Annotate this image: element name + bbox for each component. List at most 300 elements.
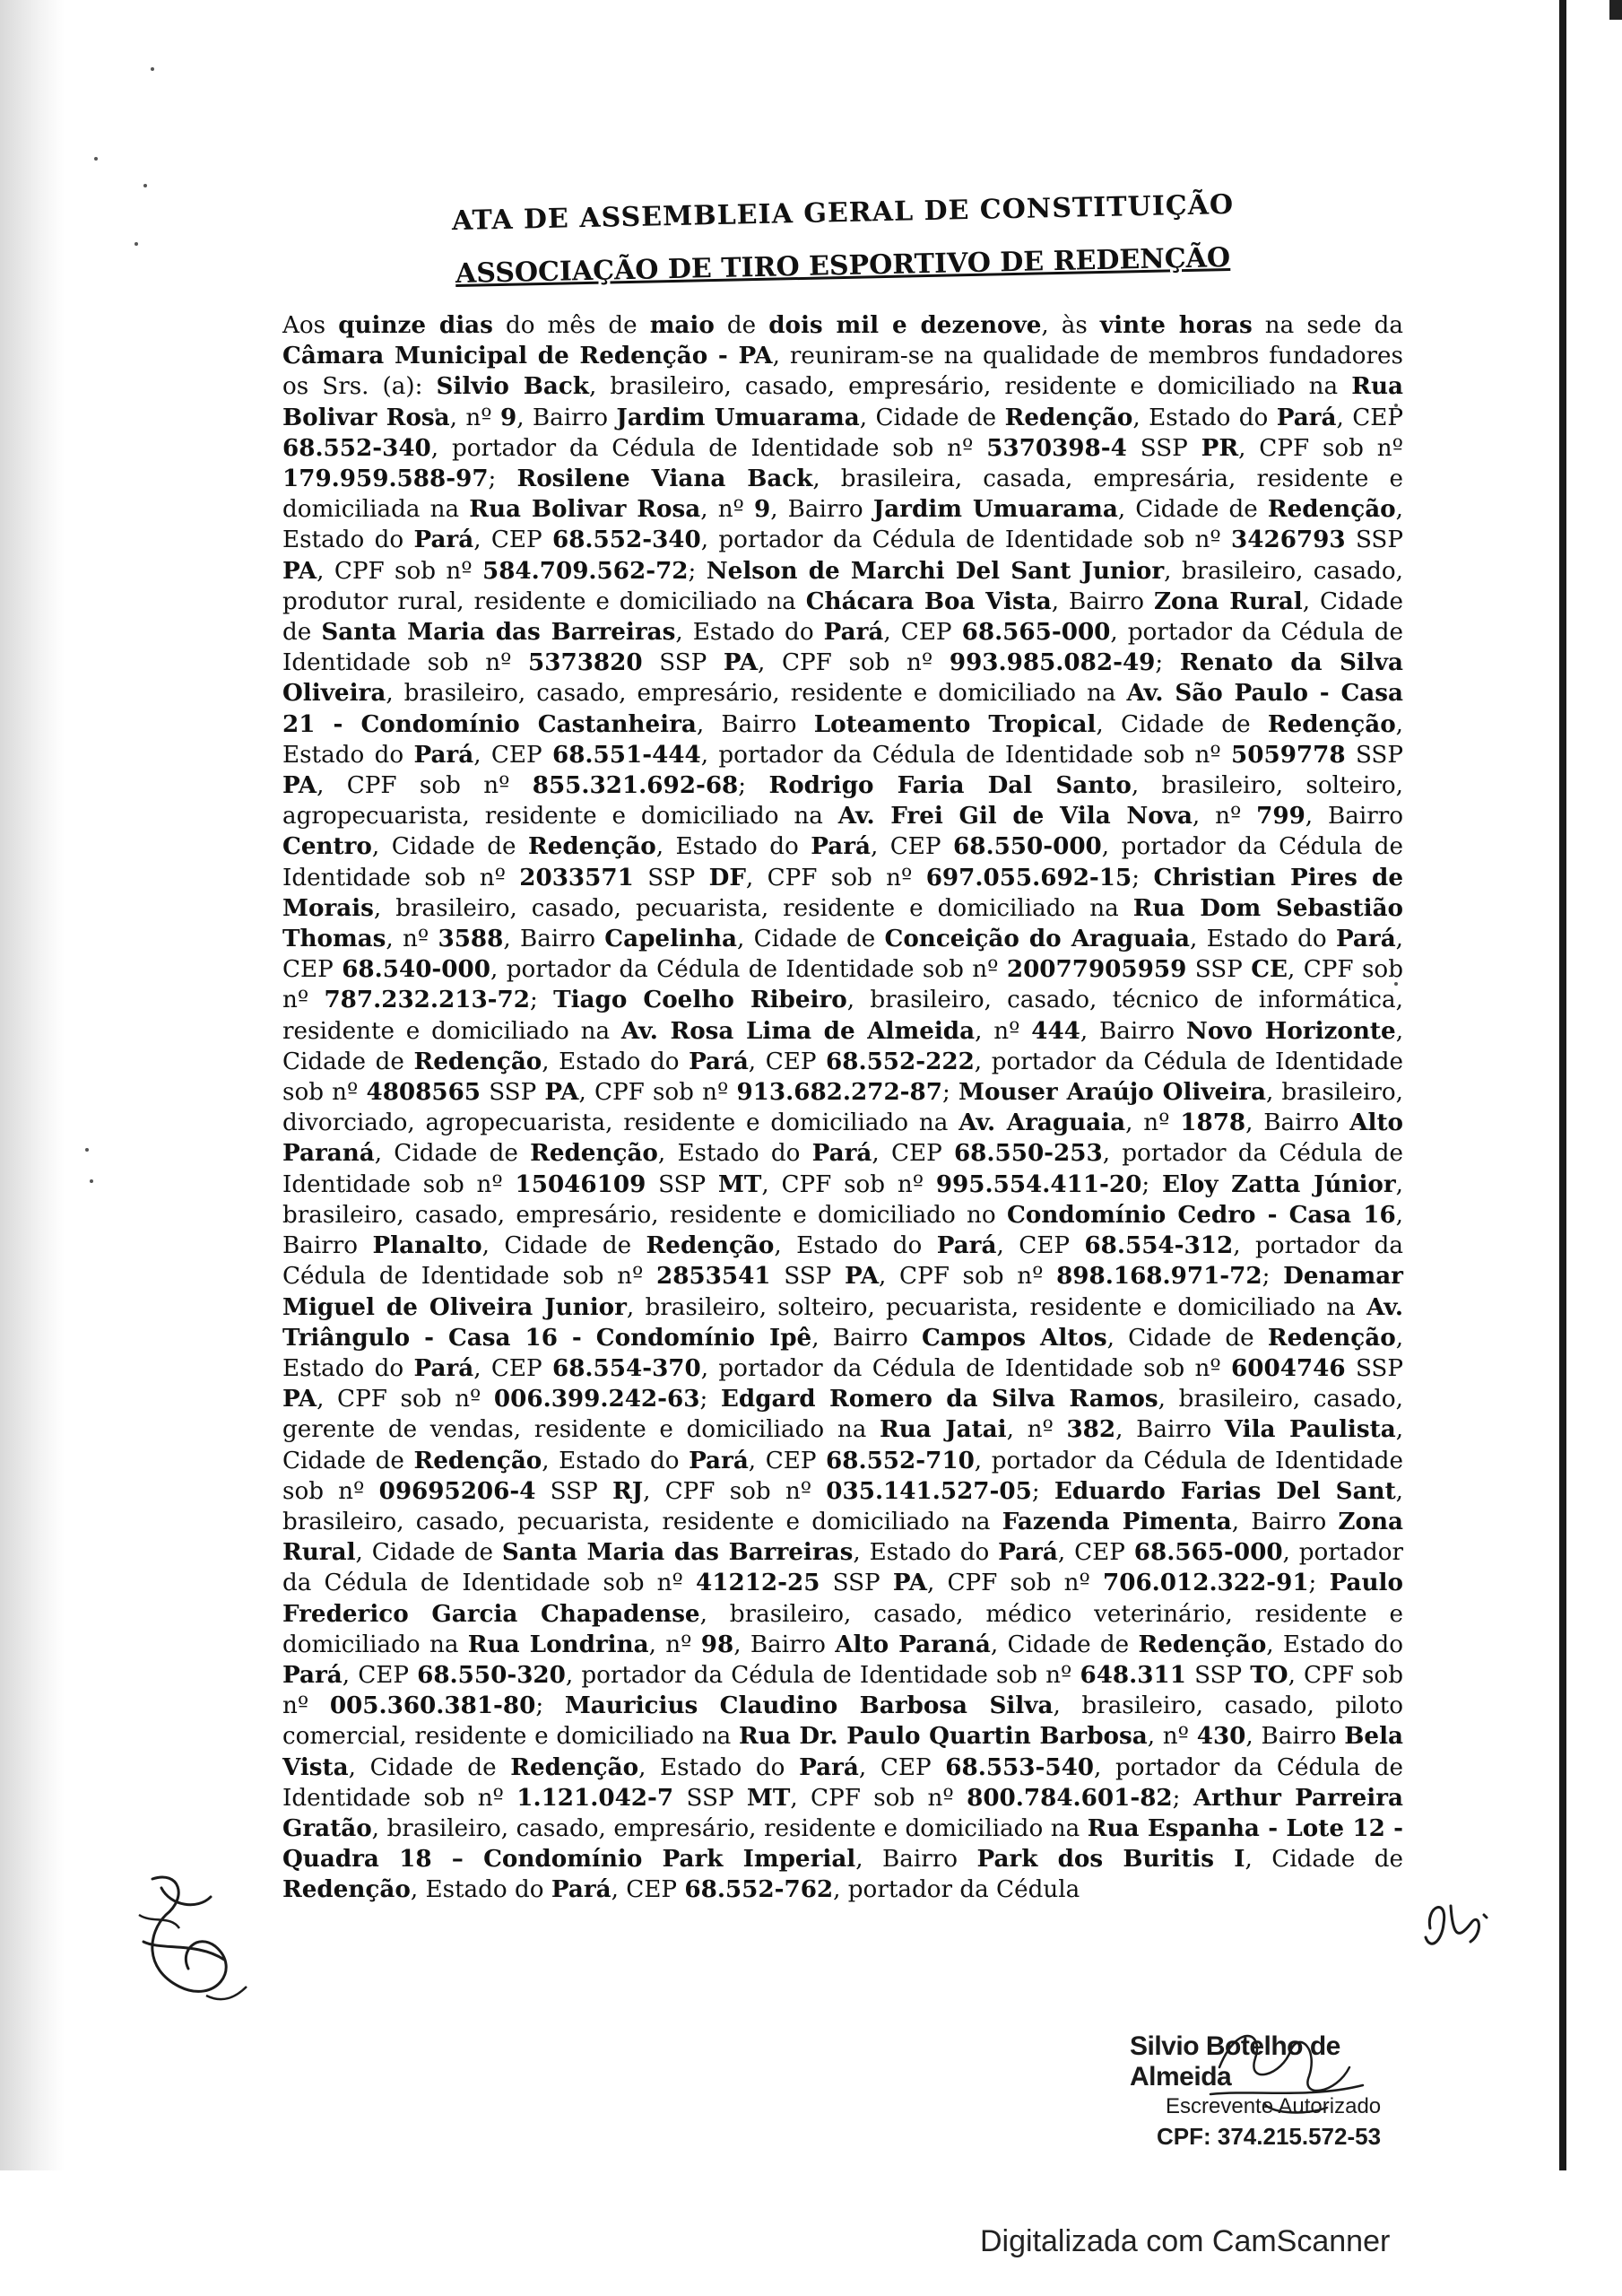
body-text-run: , nº [1006, 1416, 1067, 1444]
body-bold-run: 9 [499, 403, 517, 431]
body-text-run: , portador da Cédula de Identidade sob nº [700, 741, 1232, 769]
body-text-run: SSP [633, 864, 709, 891]
body-bold-run: 2033571 [519, 863, 634, 891]
body-text-run: , Cidade de [1106, 1324, 1268, 1352]
body-text-run: SSP [770, 1263, 845, 1291]
body-text-run: , às [1041, 312, 1100, 339]
body-bold-run: Pará [413, 1353, 474, 1382]
body-bold-run: Redenção [1267, 1323, 1396, 1352]
stamp-signature-scribble [1184, 2013, 1381, 2121]
body-text-run: , portador da Cédula de Identidade sob nº [282, 1539, 1403, 1597]
body-bold-run: Pará [811, 832, 871, 861]
document-subtitle: ASSOCIAÇÃO DE TIRO ESPORTIVO DE REDENÇÃO [455, 241, 1231, 291]
body-bold-run: Condomínio Cedro - Casa 16 [1007, 1200, 1396, 1229]
body-text-run: de [714, 312, 769, 339]
body-bold-run: Pará [998, 1538, 1058, 1567]
body-bold-run: 68.554-312 [1084, 1231, 1234, 1260]
body-text-run: , Bairro [696, 710, 814, 738]
body-bold-run: PR [1201, 433, 1239, 462]
body-text-run: , portador da Cédula de Identidade sob nº [700, 526, 1232, 554]
body-bold-run: Denamar Miguel de Oliveira Junior [282, 1262, 1403, 1321]
body-bold-run: Redenção [1267, 709, 1396, 738]
body-text-run: , brasileiro, casado, pecuarista, residente e domiciliado na [373, 894, 1133, 922]
body-bold-run: 006.399.242-63 [493, 1385, 700, 1413]
body-bold-run: 697.055.692-15 [925, 863, 1132, 891]
body-bold-run: Pará [823, 618, 884, 647]
body-text-run: , Estado do [282, 496, 1403, 554]
body-bold-run: Loteamento Tropical [813, 709, 1097, 738]
scan-corner-mark [1609, 0, 1622, 20]
body-bold-run: Rua Jatai [880, 1415, 1007, 1444]
body-text-run: SSP [535, 1477, 612, 1505]
body-bold-run: 706.012.322-91 [1103, 1569, 1309, 1597]
body-text-run: , CPF sob nº [578, 1079, 737, 1107]
body-bold-run: 68.550-320 [417, 1660, 566, 1689]
document-body [282, 310, 1403, 1906]
body-bold-run: Tiago Coelho Ribeiro [553, 986, 847, 1014]
body-text-run: , portador da Cédula de Identidade sob nº [490, 956, 1007, 984]
body-text-run: ; [1031, 1477, 1054, 1505]
body-text-run: , portador da Cédula de Identidade sob nº [282, 1232, 1403, 1291]
body-text-run: , Cidade de [1245, 1846, 1403, 1874]
body-bold-run: Zona Rural [282, 1507, 1403, 1567]
stamp-name: Silvio Botelho de Almeida [1130, 2031, 1340, 2092]
body-text-run: , Estado do [655, 833, 811, 861]
body-bold-run: Redenção [530, 1139, 658, 1168]
body-bold-run: 035.141.527-05 [826, 1476, 1032, 1505]
body-bold-run: Alto Paraná [282, 1109, 1404, 1168]
body-text-run: , Cidade de [990, 1631, 1139, 1658]
body-bold-run: 430 [1196, 1722, 1246, 1751]
body-bold-run: Eloy Zatta Júnior [1161, 1170, 1396, 1198]
handwritten-initials-right [1417, 1888, 1497, 1960]
body-text-run: , brasileiro, casado, médico veterinário, residente e domiciliado na [282, 1600, 1403, 1658]
body-bold-run: Pará [689, 1446, 749, 1474]
body-bold-run: Av. Triângulo - Casa 16 - Condomínio Ipê [282, 1292, 1403, 1352]
body-bold-run: 20077905959 [1006, 955, 1187, 984]
body-text-run: , Bairro [282, 1201, 1403, 1260]
body-bold-run: Rua Londrina [467, 1630, 649, 1658]
body-bold-run: Zona Rural [1153, 587, 1303, 615]
body-text-run: SSP [1186, 956, 1252, 984]
body-bold-run: CE [1251, 955, 1288, 984]
body-bold-run: TO [1250, 1660, 1288, 1689]
body-text-run: , Cidade de [1096, 710, 1268, 738]
body-text-run: , Cidade de [355, 1539, 502, 1567]
body-bold-run: Eduardo Farias Del Sant [1054, 1476, 1396, 1505]
body-text-run: , Cidade de [371, 833, 528, 861]
body-text-run: , nº [1125, 1109, 1181, 1137]
document-page [282, 188, 1404, 1906]
body-bold-run: Santa Maria das Barreiras [501, 1538, 854, 1567]
body-text-run: , Bairro [811, 1324, 922, 1352]
body-text-run: , portador da Cédula de Identidade sob nº [430, 434, 987, 462]
body-text-run: , portador da Cédula de Identidade sob nº [282, 1447, 1403, 1505]
body-bold-run: 5373820 [528, 648, 643, 677]
body-text-run: , CEP [996, 1232, 1085, 1260]
body-text-run: , brasileira, casada, empresária, residente e domiciliada na [282, 465, 1403, 524]
body-text-run: , CPF sob nº [282, 1661, 1403, 1720]
body-text-run: , brasileiro, casado, empresário, residente e domiciliado no [282, 1170, 1403, 1229]
body-text-run: , CPF sob nº [282, 956, 1403, 1014]
body-text-run: , brasileiro, solteiro, agropecuarista, residente e domiciliado na [282, 772, 1403, 831]
body-bold-run: 9 [753, 495, 771, 524]
body-text-run: , CPF sob nº [317, 557, 482, 585]
body-bold-run: 3426793 [1231, 526, 1346, 554]
body-bold-run: RJ [612, 1476, 644, 1505]
body-text-run: , Bairro [1245, 1109, 1350, 1137]
body-bold-run: PA [282, 556, 317, 585]
body-text-run: , Estado do [853, 1539, 999, 1567]
body-text-run: Aos [282, 312, 339, 339]
body-bold-run: Redenção [1004, 403, 1133, 431]
body-text-run: ; [1141, 1170, 1162, 1198]
scan-border-right [1559, 0, 1622, 2170]
body-text-run: SSP [1345, 1354, 1403, 1382]
body-text-run: , Estado do [542, 1447, 690, 1474]
body-bold-run: 68.551-444 [551, 740, 701, 769]
body-bold-run: MT [717, 1170, 762, 1198]
body-bold-run: PA [282, 1385, 317, 1413]
body-text-run: , Cidade de [374, 1140, 531, 1168]
body-bold-run: 68.565-000 [961, 618, 1111, 647]
body-text-run: , nº [700, 496, 754, 524]
body-text-run: , brasileiro, casado, produtor rural, residente e domiciliado na [282, 557, 1403, 615]
body-bold-run: Park dos Buritis I [976, 1845, 1245, 1874]
scan-shadow-left [0, 0, 65, 2170]
body-text-run: , Cidade de [737, 926, 885, 953]
body-bold-run: Rua Bolivar Rosa [469, 495, 701, 524]
body-bold-run: 98 [700, 1630, 734, 1658]
body-text-run: , Cidade de [282, 1416, 1404, 1474]
body-bold-run: Bela Vista [282, 1722, 1403, 1781]
body-text-run: , portador da Cédula de Identidade sob nº [282, 1753, 1403, 1812]
body-bold-run: 787.232.213-72 [324, 986, 530, 1014]
body-text-run: , Cidade de [348, 1753, 511, 1781]
body-bold-run: Fazenda Pimenta [1002, 1507, 1232, 1535]
body-bold-run: quinze dias [338, 311, 493, 339]
body-bold-run: Campos Altos [922, 1323, 1107, 1352]
body-bold-run: Pará [282, 1660, 343, 1689]
body-bold-run: 855.321.692-68 [532, 771, 739, 800]
body-bold-run: 3588 [438, 925, 504, 953]
body-text-run: , CEP [611, 1876, 685, 1904]
body-text-run: , Bairro [733, 1631, 836, 1658]
body-bold-run: Rosilene Viana Back [516, 465, 813, 493]
body-bold-run: Rua Bolivar Rosa [282, 372, 1403, 431]
body-text-run: , Bairro [1305, 803, 1403, 831]
body-text-run: ; [535, 1692, 565, 1720]
body-bold-run: 913.682.272-87 [736, 1078, 942, 1107]
body-bold-run: maio [649, 311, 715, 339]
body-bold-run: Paulo Frederico Garcia Chapadense [282, 1569, 1403, 1628]
body-text-run: , Estado do [282, 1324, 1404, 1382]
body-bold-run: Arthur Parreira Gratão [282, 1783, 1403, 1842]
body-bold-run: Rua Espanha - Lote 12 - Quadra 18 – Condomínio Park Imperial [282, 1813, 1403, 1874]
body-bold-run: Rua Dr. Paulo Quartin Barbosa [739, 1722, 1148, 1751]
body-bold-run: PA [892, 1569, 927, 1597]
body-text-run: , Estado do [657, 1140, 812, 1168]
body-bold-run: Câmara Municipal de Redenção - PA [282, 342, 773, 370]
body-text-run: ; [1155, 649, 1180, 677]
body-text-run: , Bairro [855, 1846, 977, 1874]
body-bold-run: Mauricius Claudino Barbosa Silva [564, 1692, 1054, 1720]
body-text-run: , portador da Cédula de Identidade sob nº [282, 619, 1403, 677]
body-text-run: ; [941, 1079, 958, 1107]
body-bold-run: Pará [551, 1875, 612, 1904]
body-text-run: SSP [481, 1079, 545, 1107]
body-text-run: , Bairro [1245, 1723, 1345, 1751]
body-bold-run: Pará [413, 740, 474, 769]
body-bold-run: 2853541 [655, 1262, 771, 1291]
body-text-run: , brasileiro, casado, empresário, residente e domiciliado na [371, 1814, 1088, 1842]
body-bold-run: 4808565 [366, 1078, 481, 1107]
body-bold-run: 68.552-340 [551, 526, 701, 554]
body-text-run: , CPF sob nº [317, 1386, 494, 1413]
body-bold-run: 68.552-762 [684, 1875, 834, 1904]
body-text-run: , Estado do [542, 1048, 690, 1075]
body-bold-run: 005.360.381-80 [329, 1692, 536, 1720]
body-text-run: , portador da Cédula de Identidade sob nº [700, 1354, 1232, 1382]
stamp-cpf: CPF: 374.215.572-53 [1157, 2123, 1382, 2150]
body-bold-run: Rodrigo Faria Dal Santo [768, 771, 1132, 800]
body-bold-run: 995.554.411-20 [935, 1170, 1142, 1198]
body-bold-run: Pará [799, 1752, 859, 1781]
body-bold-run: Rua Dom Sebastião Thomas [282, 893, 1404, 953]
body-bold-run: 444 [1031, 1016, 1080, 1045]
body-bold-run: Renato da Silva Oliveira [282, 648, 1403, 708]
body-text-run: , Cidade de [282, 587, 1404, 647]
body-text-run: ; [1308, 1570, 1330, 1597]
body-text-run: , Bairro [1115, 1416, 1225, 1444]
body-bold-run: MT [746, 1783, 791, 1812]
body-bold-run: 68.550-000 [953, 832, 1102, 861]
body-text-run: , CEP [872, 1140, 954, 1168]
body-text-run: , Bairro [770, 496, 873, 524]
body-text-run: , Cidade de [1117, 496, 1268, 524]
body-bold-run: Santa Maria das Barreiras [321, 618, 676, 647]
body-text-run: , reuniram-se na qualidade de membros fundadores os Srs. (a): [282, 343, 1403, 401]
body-bold-run: 382 [1066, 1415, 1116, 1444]
body-text-run: SSP [646, 1170, 718, 1198]
body-text-run: , CEP [473, 526, 552, 554]
body-text-run: , CEP [883, 619, 962, 647]
body-bold-run: Redenção [1267, 495, 1396, 524]
body-text-run: SSP [642, 649, 724, 677]
body-bold-run: Av. São Paulo - Casa 21 - Condomínio Castanheira [282, 679, 1403, 738]
body-text-run: , CPF sob nº [643, 1477, 827, 1505]
body-bold-run: PA [844, 1262, 880, 1291]
body-bold-run: Alto Paraná [835, 1630, 991, 1658]
body-bold-run: 5370398-4 [986, 433, 1127, 462]
body-bold-run: 68.540-000 [342, 955, 490, 984]
body-bold-run: 68.554-370 [551, 1353, 701, 1382]
body-bold-run: 15046109 [515, 1170, 646, 1198]
body-text-run: , CPF sob nº [790, 1784, 967, 1812]
document-title: ATA DE ASSEMBLEIA GERAL DE CONSTITUIÇÃO [451, 188, 1235, 238]
body-text-run: , CEP [1336, 404, 1403, 431]
body-bold-run: Pará [936, 1231, 997, 1260]
body-text-run: ; [1172, 1784, 1193, 1812]
body-text-run: , brasileiro, casado, empresário, residente e domiciliado na [588, 373, 1352, 401]
body-text-run: , CEP [748, 1447, 827, 1474]
body-bold-run: Silvio Back [436, 372, 589, 401]
body-text-run: , CEP [282, 926, 1403, 984]
body-text-run: , nº [975, 1017, 1032, 1045]
body-bold-run: PA [723, 648, 759, 677]
body-text-run: , Estado do [282, 710, 1403, 769]
body-bold-run: Pará [1335, 925, 1396, 953]
body-bold-run: Pará [811, 1139, 872, 1168]
body-text-run: ; [688, 557, 707, 585]
body-text-run: SSP [820, 1570, 893, 1597]
body-text-run: , nº [1192, 803, 1257, 831]
body-text-run: , brasileiro, casado, pecuarista, residente e domiciliado na [282, 1477, 1403, 1535]
body-bold-run: 68.552-710 [826, 1446, 975, 1474]
body-text-run: , Estado do [638, 1753, 800, 1781]
body-text-run: na sede da [1252, 312, 1403, 339]
body-bold-run: 68.552-222 [826, 1047, 975, 1075]
body-bold-run: Redenção [1138, 1630, 1267, 1658]
body-bold-run: Redenção [413, 1047, 542, 1075]
body-bold-run: Redenção [510, 1752, 639, 1781]
body-text-run: , portador da Cédula de Identidade sob nº [565, 1661, 1080, 1689]
body-text-run: , Cidade de [859, 404, 1005, 431]
stamp-role: Escrevente Autorizado [1166, 2094, 1382, 2118]
body-text-run: SSP [1345, 741, 1403, 769]
body-bold-run: Redenção [282, 1875, 411, 1904]
body-bold-run: Planalto [372, 1231, 482, 1260]
body-text-run: ; [699, 1386, 721, 1413]
body-text-run: , portador da Cédula de Identidade sob nº [282, 1048, 1403, 1107]
body-text-run: , portador da Cédula de Identidade sob nº [282, 833, 1403, 891]
body-text-run: , Cidade de [282, 1017, 1404, 1075]
body-bold-run: Redenção [527, 832, 656, 861]
body-text-run: , CEP [858, 1753, 946, 1781]
body-bold-run: Novo Horizonte [1185, 1016, 1396, 1045]
body-text-run: , Estado do [774, 1232, 937, 1260]
body-bold-run: 179.959.588-97 [282, 465, 489, 493]
body-text-run: , brasileiro, casado, empresário, residente e domiciliado na [386, 680, 1127, 708]
body-text-run: , nº [1147, 1723, 1197, 1751]
body-bold-run: Av. Frei Gil de Vila Nova [837, 802, 1193, 831]
body-bold-run: Pará [689, 1047, 749, 1075]
body-text-run: , Estado do [1190, 926, 1336, 953]
body-bold-run: Av. Araguaia [958, 1109, 1126, 1137]
body-bold-run: Pará [1276, 403, 1337, 431]
body-bold-run: 799 [1256, 802, 1305, 831]
body-text-run: , CEP [473, 1354, 552, 1382]
body-text-run: do mês de [492, 312, 650, 339]
body-bold-run: 6004746 [1231, 1353, 1346, 1382]
body-text-run: , CEP [473, 741, 552, 769]
body-bold-run: Mouser Araújo Oliveira [958, 1078, 1266, 1107]
body-text-run: , Bairro [1080, 1017, 1186, 1045]
body-bold-run: 41212-25 [696, 1569, 820, 1597]
body-text-run: , brasileiro, solteiro, pecuarista, residente e domiciliado na [626, 1293, 1367, 1321]
body-text-run: , Estado do [1266, 1631, 1403, 1658]
body-text-run: , Bairro [503, 926, 605, 953]
body-text-run: , nº [386, 926, 438, 953]
body-text-run: SSP [673, 1784, 747, 1812]
body-bold-run: 648.311 [1080, 1660, 1186, 1689]
body-text-run: , nº [648, 1631, 701, 1658]
body-text-run: , Cidade de [481, 1232, 646, 1260]
handwritten-signature-left [126, 1861, 260, 2013]
body-bold-run: Centro [282, 832, 372, 861]
body-bold-run: 68.550-253 [953, 1139, 1103, 1168]
body-text-run: , brasileiro, casado, técnico de informática, residente e domiciliado na [282, 987, 1403, 1045]
body-text-run: , CPF sob nº [1238, 434, 1403, 462]
body-bold-run: 800.784.601-82 [967, 1783, 1173, 1812]
body-bold-run: Chácara Boa Vista [805, 587, 1052, 615]
body-bold-run: Capelinha [604, 925, 738, 953]
body-text-run: , CPF sob nº [758, 649, 950, 677]
body-text-run: , portador da Cédula de Identidade sob nº [282, 1140, 1403, 1198]
body-bold-run: DF [708, 863, 746, 891]
body-bold-run: Jardim Umuarama [872, 495, 1118, 524]
body-bold-run: PA [282, 771, 317, 800]
body-bold-run: 1878 [1180, 1109, 1246, 1137]
body-text-run: , brasileiro, casado, piloto comercial, residente e domiciliado na [282, 1692, 1403, 1751]
body-bold-run: Pará [413, 526, 474, 554]
body-bold-run: 993.985.082-49 [949, 648, 1156, 677]
body-bold-run: 1.121.042-7 [516, 1783, 674, 1812]
body-text-run: SSP [1185, 1661, 1251, 1689]
body-bold-run: Jardim Umuarama [616, 403, 860, 431]
body-bold-run: Nelson de Marchi Del Sant Junior [706, 556, 1165, 585]
body-text-run: , Bairro [1231, 1508, 1339, 1535]
body-text-run: , nº [449, 404, 500, 431]
body-bold-run: Conceição do Araguaia [884, 925, 1191, 953]
body-bold-run: 898.168.971-72 [1056, 1262, 1262, 1291]
notary-stamp [1130, 2031, 1426, 2151]
camscanner-watermark: Digitalizada com CamScanner [980, 2224, 1391, 2258]
body-text-run: , Bairro [1051, 587, 1154, 615]
body-text-run: , Bairro [516, 404, 617, 431]
body-bold-run: vinte horas [1099, 311, 1253, 339]
body-text-run: ; [738, 772, 769, 800]
body-text-run: , Estado do [675, 619, 824, 647]
body-bold-run: 5059778 [1231, 740, 1346, 769]
body-text-run: , Estado do [410, 1876, 551, 1904]
body-text-run: , CEP [870, 833, 954, 861]
body-bold-run: Av. Rosa Lima de Almeida [620, 1016, 976, 1045]
body-bold-run: Edgard Romero da Silva Ramos [720, 1385, 1158, 1413]
body-text-run: SSP [1126, 434, 1201, 462]
body-bold-run: 68.552-340 [282, 433, 431, 462]
body-bold-run: 09695206-4 [378, 1476, 536, 1505]
body-text-run: , brasileiro, casado, gerente de vendas, residente e domiciliado na [282, 1386, 1403, 1444]
body-text-run: SSP [1345, 526, 1403, 554]
body-bold-run: Redenção [646, 1231, 775, 1260]
body-text-run: , CPF sob nº [745, 864, 926, 891]
body-bold-run: 68.565-000 [1133, 1538, 1283, 1567]
body-bold-run: 68.553-540 [945, 1752, 1095, 1781]
body-text-run: , CPF sob nº [317, 772, 533, 800]
body-bold-run: Redenção [413, 1446, 542, 1474]
body-bold-run: PA [544, 1078, 579, 1107]
body-text-run: , CPF sob nº [926, 1570, 1103, 1597]
body-text-run: ; [1262, 1263, 1284, 1291]
body-text-run: , CEP [342, 1661, 418, 1689]
body-bold-run: Christian Pires de Morais [282, 863, 1403, 922]
body-text-run: ; [530, 987, 554, 1014]
body-text-run: ; [1132, 864, 1154, 891]
body-text-run: , portador da Cédula [833, 1876, 1080, 1904]
body-bold-run: 584.709.562-72 [481, 556, 689, 585]
body-text-run: , Estado do [1132, 404, 1277, 431]
